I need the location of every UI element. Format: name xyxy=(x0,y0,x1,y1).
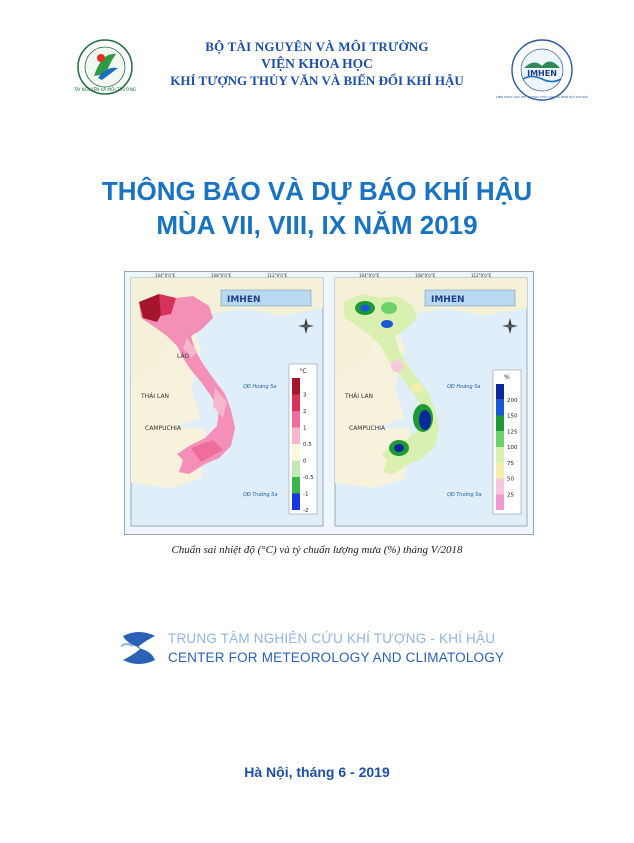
temperature-legend-label: 1 xyxy=(303,425,307,432)
temperature-legend-swatch xyxy=(292,378,300,395)
temperature-legend-label: 0 xyxy=(303,458,307,465)
rainfall-legend-label: 200 xyxy=(507,397,518,404)
rainfall-legend-label: 125 xyxy=(507,429,518,436)
rainfall-legend-swatch xyxy=(496,447,504,463)
label-truong-sa-2: QĐ Trường Sa xyxy=(447,492,482,498)
figure-caption: Chuẩn sai nhiệt độ (°C) và tỷ chuẩn lượng mưa (%) tháng V/2018 xyxy=(171,544,463,556)
label-truong-sa: QĐ Trường Sa xyxy=(243,492,278,498)
maps-svg xyxy=(125,272,533,534)
label-hoang-sa: QĐ Hoàng Sa xyxy=(243,384,277,390)
right-lon-tick-1: 104°0'0"E xyxy=(359,273,380,278)
rainfall-legend-swatch xyxy=(496,384,504,400)
rainfall-legend-unit: % xyxy=(504,374,510,381)
rainfall-legend-swatch xyxy=(496,463,504,479)
rainfall-legend-label: 150 xyxy=(507,413,518,420)
temperature-legend-label: -1 xyxy=(303,491,309,498)
label-thailand: THÁI LAN xyxy=(141,393,170,400)
imhen-logo-ring-text: VIỆN KHOA HỌC KHÍ TƯỢNG THỦY VĂN VÀ BIẾN ĐỔI KHÍ HẬU xyxy=(495,95,589,99)
right-map-banner: IMHEN xyxy=(431,295,465,305)
label-cambodia-2: CAMPUCHIA xyxy=(349,425,386,432)
header-block xyxy=(140,38,494,89)
rainfall-legend-label: 100 xyxy=(507,445,518,451)
temperature-map xyxy=(131,273,323,526)
left-lon-tick-1: 104°0'0"E xyxy=(155,273,176,278)
publication-place-date: Hà Nội, tháng 6 - 2019 xyxy=(244,764,390,780)
rainfall-legend-label: 50 xyxy=(507,476,514,483)
left-lon-tick-2: 108°0'0"E xyxy=(211,273,232,278)
temperature-legend-label: 0.5 xyxy=(303,442,312,448)
label-laos: LÀO xyxy=(177,353,190,360)
temperature-legend-label: -0.5 xyxy=(303,475,314,481)
title-line-2: MÙA VII, VIII, IX NĂM 2019 xyxy=(156,210,478,240)
temperature-legend-label: -2 xyxy=(303,508,309,514)
left-map-banner: IMHEN xyxy=(227,295,261,305)
temperature-legend-swatch xyxy=(292,428,300,445)
temperature-legend-swatch xyxy=(292,494,300,511)
temperature-legend-swatch xyxy=(292,477,300,494)
left-lon-tick-3: 112°0'0"E xyxy=(267,273,288,278)
imhen-logo xyxy=(495,38,589,102)
imhen-logo-text: IMHEN xyxy=(527,69,557,78)
climate-maps-figure xyxy=(124,271,534,535)
temperature-legend-swatch xyxy=(292,411,300,428)
temperature-legend-label: 3 xyxy=(303,392,307,399)
center-logo xyxy=(117,628,161,668)
center-name-vn: TRUNG TÂM NGHIÊN CỨU KHÍ TƯỢNG - KHÍ HẬU xyxy=(168,631,496,646)
rainfall-legend-swatch xyxy=(496,431,504,447)
rainfall-legend-swatch xyxy=(496,494,504,510)
rainfall-legend-swatch xyxy=(496,479,504,495)
rainfall-legend-swatch xyxy=(496,400,504,416)
temperature-legend-unit: °C xyxy=(299,368,307,375)
title-line-1: THÔNG BÁO VÀ DỰ BÁO KHÍ HẬU xyxy=(101,176,533,206)
temperature-legend xyxy=(289,364,317,514)
temperature-legend-swatch xyxy=(292,444,300,461)
ministry-name: BỘ TÀI NGUYÊN VÀ MÔI TRƯỜNG xyxy=(205,39,429,54)
temperature-legend-label: 2 xyxy=(303,409,307,415)
center-name-en: CENTER FOR METEOROLOGY AND CLIMATOLOGY xyxy=(168,650,505,665)
institute-name: VIỆN KHOA HỌC xyxy=(261,56,373,71)
rainfall-map xyxy=(335,273,527,526)
temperature-legend-swatch xyxy=(292,461,300,478)
temperature-legend-swatch xyxy=(292,395,300,412)
rainfall-legend-swatch xyxy=(496,416,504,432)
right-lon-tick-3: 112°0'0"E xyxy=(471,273,492,278)
document-title xyxy=(40,174,594,242)
label-cambodia: CAMPUCHIA xyxy=(145,425,182,432)
ministry-logo xyxy=(73,38,137,96)
institute-full-name: KHÍ TƯỢNG THỦY VĂN VÀ BIẾN ĐỔI KHÍ HẬU xyxy=(170,73,464,88)
ministry-logo-ring-text: TÀI NGUYÊN VÀ MÔI TRƯỜNG xyxy=(73,87,137,92)
label-thailand-2: THÁI LAN xyxy=(345,393,374,400)
right-lon-tick-2: 108°0'0"E xyxy=(415,273,436,278)
rainfall-legend xyxy=(493,370,521,514)
rainfall-legend-label: 75 xyxy=(507,460,514,467)
label-hoang-sa-2: QĐ Hoàng Sa xyxy=(447,384,481,390)
rainfall-legend-label: 25 xyxy=(507,492,514,499)
